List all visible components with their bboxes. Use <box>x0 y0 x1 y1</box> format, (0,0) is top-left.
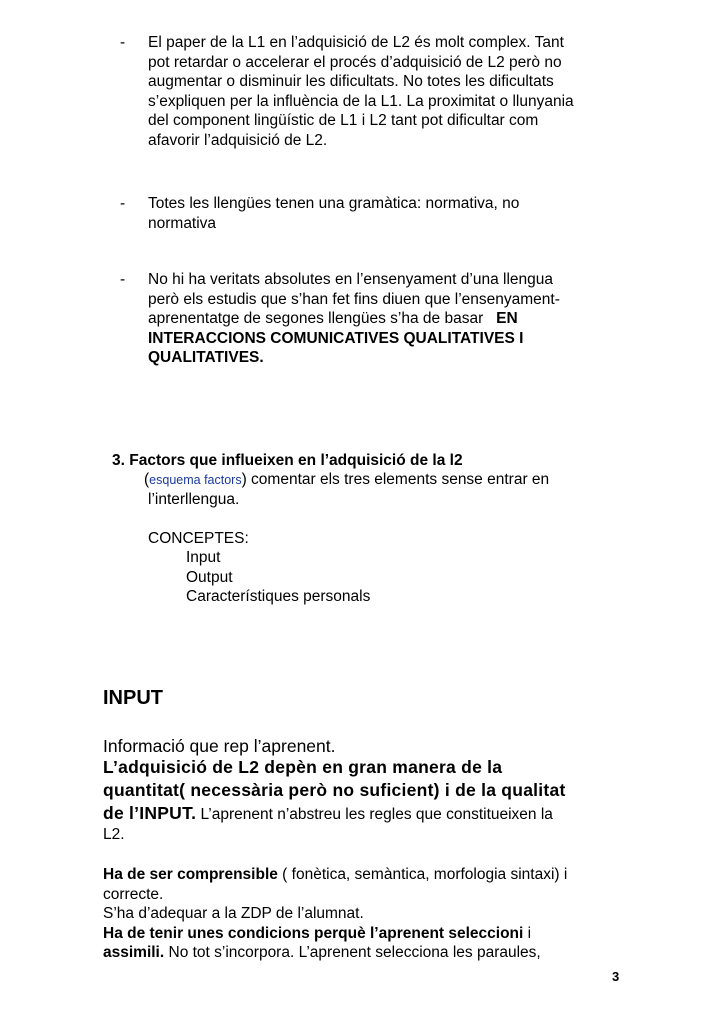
concepts-block <box>148 529 371 605</box>
text-line: pot retardar o accelerar el procés d’adquisició de L2 però no <box>148 53 562 71</box>
text-line <box>103 866 567 884</box>
text-line <box>103 803 553 824</box>
bold-segment: Ha de ser comprensible <box>103 866 278 883</box>
text-line <box>103 944 541 962</box>
text-line: S’ha d’adequar a la ZDP de l’alumnat. <box>103 905 364 922</box>
text-line <box>103 925 531 943</box>
bullet-dash: - <box>120 271 126 288</box>
bullet-text <box>148 270 648 368</box>
text-line: normativa <box>148 214 217 232</box>
bullet-text <box>148 33 648 150</box>
bold-segment: EN <box>496 310 518 327</box>
text-segment: i <box>523 925 532 942</box>
section-3-title: 3. Factors que influeixen en l’adquisició de la l2 <box>112 452 463 469</box>
text-line: però els estudis que s’han fet fins diuen que l’ensenyament- <box>148 290 560 308</box>
text-segment: ( fonètica, semàntica, morfologia sintaxi) i <box>277 866 568 883</box>
text-line: l’interllengua. <box>148 491 240 508</box>
text-line: s’expliquen per la influència de la L1. La proximitat o llunyania <box>148 92 574 110</box>
text-line: QUALITATIVES. <box>148 349 264 366</box>
bullet-dash: - <box>120 34 126 51</box>
concept-item: Input <box>186 549 221 566</box>
text-segment: aprenentatge de segones llengües s’ha de basar <box>148 310 484 327</box>
text-segment: L’aprenent n’abstreu les regles que constitueixen la <box>196 806 553 823</box>
bullet-text <box>148 194 648 233</box>
text-segment: No tot s’incorpora. L’aprenent selecciona les paraules, <box>164 944 541 961</box>
text-segment: ) comentar els tres elements sense entrar en <box>241 471 550 488</box>
paren: ( <box>144 471 150 488</box>
text-line: Totes les llengües tenen una gramàtica: normativa, no <box>148 195 520 212</box>
text-line: L2. <box>103 826 125 843</box>
section-3 <box>112 451 550 605</box>
bullet-dash: - <box>120 195 126 212</box>
text-line: correcte. <box>103 886 164 903</box>
input-intro: Informació que rep l’aprenent. <box>103 736 336 756</box>
concept-item: Output <box>186 569 233 586</box>
text-line: augmentar o disminuir les dificultats. No totes les dificultats <box>148 73 554 90</box>
text-line: No hi ha veritats absolutes en l’ensenyament d’una llengua <box>148 271 553 288</box>
bold-segment: assimili. <box>103 944 165 961</box>
text-line: L’adquisició de L2 depèn en gran manera de la <box>103 757 503 777</box>
bold-segment: Ha de tenir unes condicions perquè l’aprenent seleccioni <box>103 925 524 942</box>
text-line: del component lingüístic de L1 i L2 tant pot dificultar com <box>148 112 539 129</box>
text-line: INTERACCIONS COMUNICATIVES QUALITATIVES I <box>148 329 524 347</box>
text-line: afavorir l’adquisició de L2. <box>148 131 328 149</box>
esquema-factors-link[interactable]: esquema factors <box>149 473 242 487</box>
concepts-label: CONCEPTES: <box>148 530 249 547</box>
concept-item: Característiques personals <box>186 588 371 605</box>
page-number: 3 <box>612 969 620 984</box>
text-line <box>144 470 549 491</box>
text-line: El paper de la L1 en l’adquisició de L2 és molt complex. Tant <box>148 34 564 51</box>
input-heading: INPUT <box>103 687 163 709</box>
text-line <box>148 309 648 329</box>
text-line: quantitat( necessària però no suficient) i de la qualitat <box>103 780 566 800</box>
bold-segment: de l’INPUT. <box>103 803 197 823</box>
